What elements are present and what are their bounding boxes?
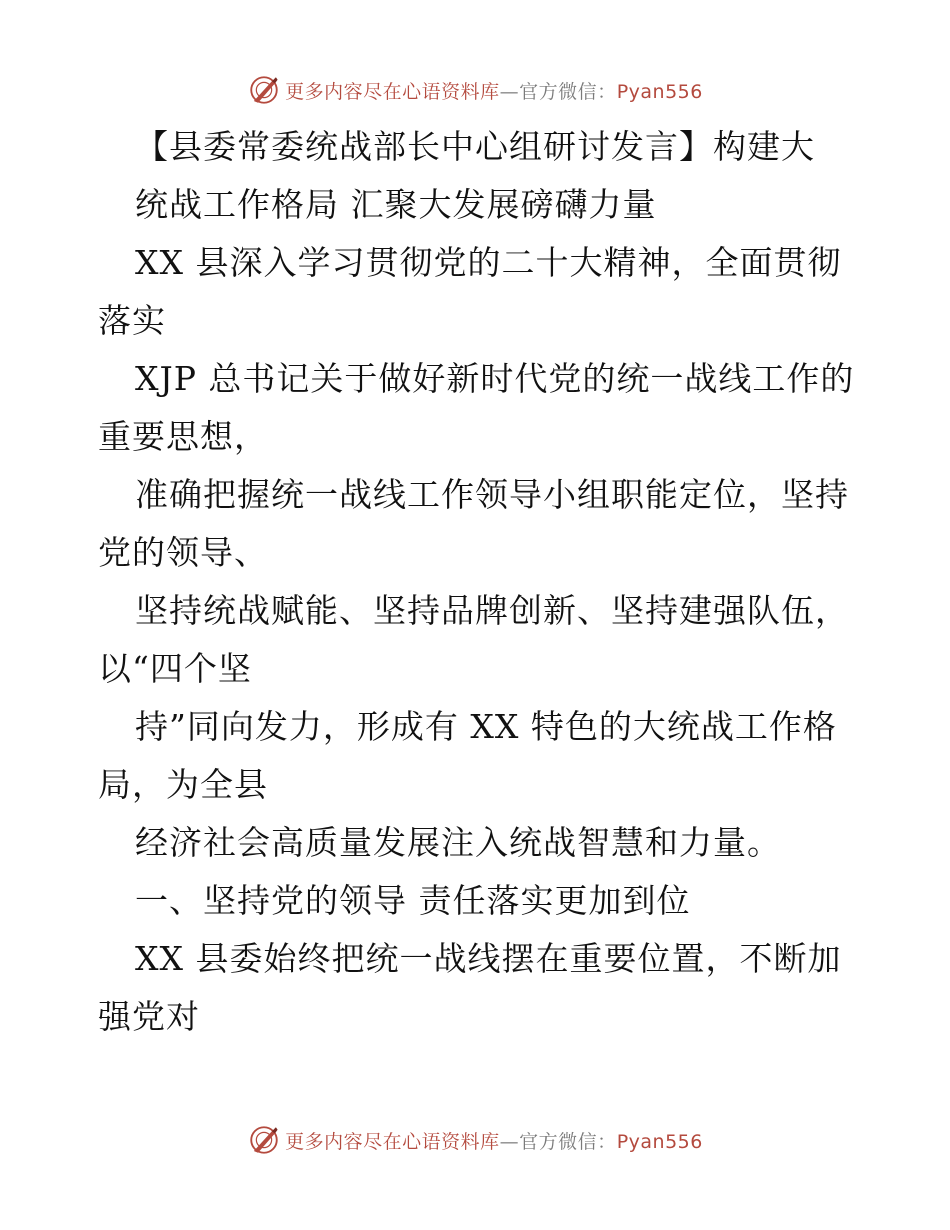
pen-logo-icon xyxy=(247,1123,281,1157)
banner-content xyxy=(247,73,703,107)
wechat-id: Pyan556 xyxy=(616,1130,703,1153)
text-line: 准确把握统一战线工作领导小组职能定位，坚持 xyxy=(135,475,849,514)
text-line: 落实 xyxy=(98,301,166,340)
text-line: XJP 总书记关于做好新时代党的统一战线工作的 xyxy=(135,359,855,398)
text-line: 一、坚持党的领导 责任落实更加到位 xyxy=(135,881,691,920)
banner-text xyxy=(285,1127,703,1154)
wechat-id: Pyan556 xyxy=(616,80,703,103)
wechat-label: 官方微信： xyxy=(519,1130,617,1153)
banner-separator: — xyxy=(499,1130,520,1153)
text-line: 统战工作格局 汇聚大发展磅礴力量 xyxy=(135,185,657,224)
document-body xyxy=(0,118,950,1046)
text-line: 坚持统战赋能、坚持品牌创新、坚持建强队伍， xyxy=(135,591,849,630)
text-line: 【县委常委统战部长中心组研讨发言】构建大 xyxy=(135,127,815,166)
text-line: XX 县深入学习贯彻党的二十大精神，全面贯彻 xyxy=(135,243,842,282)
text-line: 局，为全县 xyxy=(98,765,268,804)
footer-banner xyxy=(0,1120,950,1160)
text-line: XX 县委始终把统一战线摆在重要位置，不断加 xyxy=(135,939,842,978)
site-text: 更多内容尽在心语资料库 xyxy=(285,1130,500,1153)
text-line: 持”同向发力，形成有 XX 特色的大统战工作格 xyxy=(135,707,837,746)
pen-logo-icon xyxy=(247,73,281,107)
text-line: 经济社会高质量发展注入统战智慧和力量。 xyxy=(135,823,781,862)
wechat-label: 官方微信： xyxy=(519,80,617,103)
site-text: 更多内容尽在心语资料库 xyxy=(285,80,500,103)
text-line: 重要思想， xyxy=(98,417,268,456)
text-line: 党的领导、 xyxy=(98,533,268,572)
banner-content xyxy=(247,1123,703,1157)
banner-text xyxy=(285,77,703,104)
header-banner xyxy=(0,70,950,110)
text-line: 以“四个坚 xyxy=(98,649,252,688)
text-line: 强党对 xyxy=(98,997,200,1036)
banner-separator: — xyxy=(499,80,520,103)
